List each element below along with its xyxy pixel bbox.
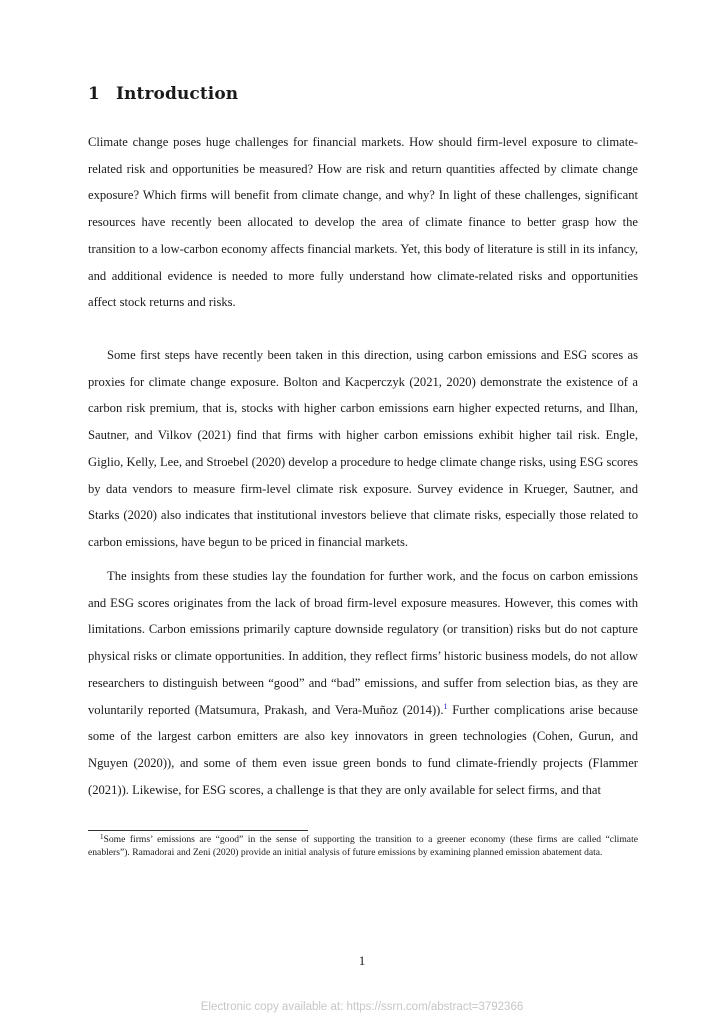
paragraph-3-text-before: The insights from these studies lay the foundation for further work, and the focus on carbon emissions and ESG scores originates from the lack of broad firm-level exposure measures. However, this comes with limitations. Carbon emissions primarily capture downside regulatory (or transition) risks but do not capture physical risks or climate opportunities. In addition, they reflect firms’ historic business models, do not allow researchers to distinguish between “good” and “bad” emissions, and suffer from selection bias, as they are voluntarily reported (Matsumura, Prakash, and Vera-Muñoz (2014)). (88, 569, 638, 717)
footnote-divider (88, 830, 308, 831)
section-heading (88, 84, 238, 104)
page-number: 1 (358, 953, 366, 968)
paragraph-1: Climate change poses huge challenges for financial markets. How should firm-level exposure to climate-related risk and opportunities be measured? How are risk and return quantities affected by climate change exposure? Which firms will benefit from climate change, and why? In light of these challenges, significant resources have recently been allocated to develop the area of climate finance to better grasp how the transition to a low-carbon economy affects financial markets. Yet, this body of literature is still in its infancy, and additional evidence is needed to more fully understand how climate-related risks and opportunities affect stock returns and risks. (88, 135, 638, 310)
section-title: Introduction (116, 84, 239, 104)
section-number: 1 (88, 84, 100, 104)
footnote-mark: 1 (100, 833, 104, 841)
ssrn-watermark: Electronic copy available at: https://ssrn.com/abstract=3792366 (200, 1001, 524, 1013)
paragraph-3 (88, 563, 638, 803)
paragraph-3-text-after: Further complications arise because some of the largest carbon emitters are also key innovators in green technologies (Cohen, Gurun, and Nguyen (2020)), and some of them even issue green bonds to fund climate-friendly projects (Flammer (2021)). Likewise, for ESG scores, a challenge is that they are only available for select firms, and that (88, 702, 639, 797)
footnote-text: Some firms’ emissions are “good” in the sense of supporting the transition to a greener economy (these firms are called “climate enablers”). Ramadorai and Zeni (2020) provide an initial analysis of future emissions by examining planned emission abatement data. (88, 834, 638, 858)
footnote-reference-link[interactable]: 1 (443, 701, 448, 711)
paragraph-2: Some first steps have recently been taken in this direction, using carbon emissions and ESG scores as proxies for climate change exposure. Bolton and Kacperczyk (2021, 2020) demonstrate the existence of a carbon risk premium, that is, stocks with higher carbon emissions earn higher expected returns, and Ilhan, Sautner, and Vilkov (2021) find that firms with higher carbon emissions exhibit higher tail risk. Engle, Giglio, Kelly, Lee, and Stroebel (2020) develop a procedure to hedge climate change risks, using ESG scores by data vendors to measure firm-level climate risk exposure. Survey evidence in Krueger, Sautner, and Starks (2020) also indicates that institutional investors believe that climate risks, especially those related to carbon emissions, have begun to be priced in financial markets. (88, 348, 638, 549)
footnote (88, 834, 638, 859)
